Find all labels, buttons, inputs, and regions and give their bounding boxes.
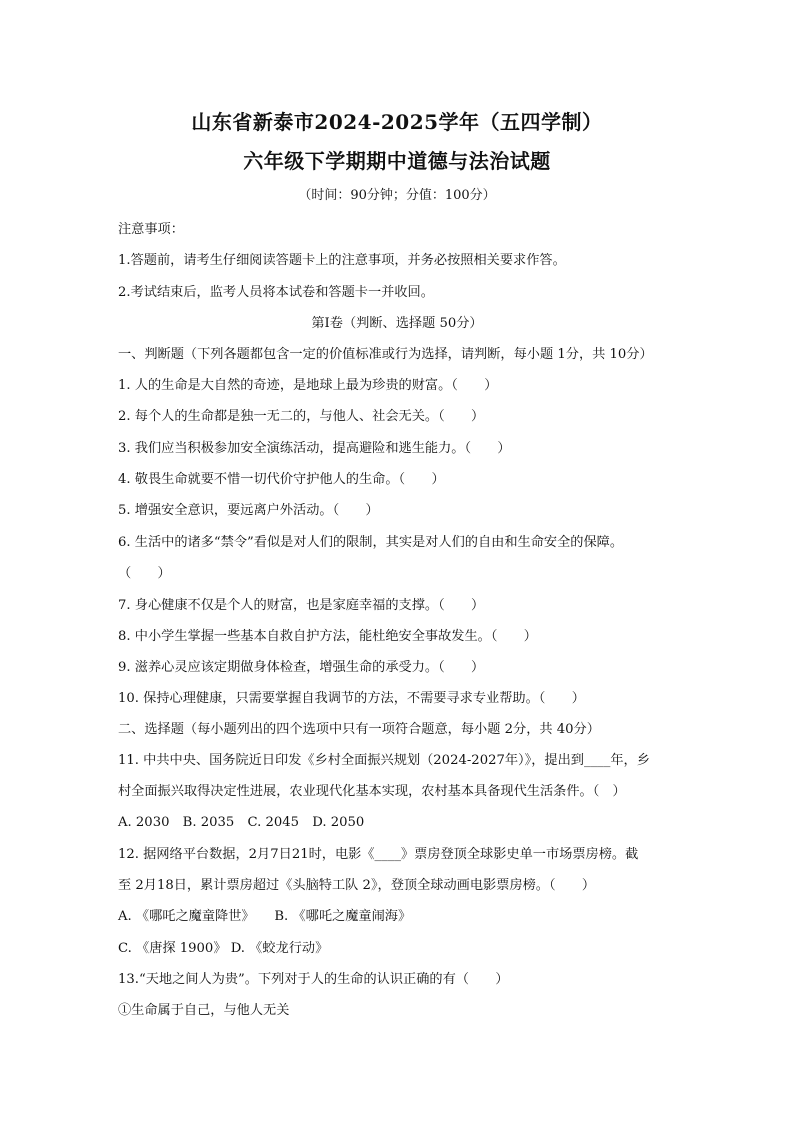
judgement-question: 7. 身心健康不仅是个人的财富，也是家庭幸福的支撑。（ ） [118,598,485,613]
choice-options: A. 2030 B. 2035 C. 2045 D. 2050 [118,815,365,830]
choice-question-line: 11. 中共中央、国务院近日印发《乡村全面振兴规划（2024-2027年）》，提出到____年，乡 [118,753,650,768]
judgement-question: 8. 中小学生掌握一些基本自救自护方法，能杜绝安全事故发生。（ ） [118,629,537,644]
exam-time-score: （时间：90分钟；分值：100分） [298,188,496,203]
choice-question-line: 13.“天地之间人为贵”。下列对于人的生命的认识正确的有（ ） [118,972,509,987]
section2-heading: 二、选择题（每小题列出的四个选项中只有一项符合题意，每小题 2分，共 40分） [118,722,600,737]
judgement-question: 3. 我们应当积极参加安全演练活动，提高避险和逃生能力。（ ） [118,441,511,456]
notes-heading: 注意事项： [118,222,184,237]
choice-question-line: 至 2月18日，累计票房超过《头脑特工队 2》，登顶全球动画电影票房榜。（ ） [118,878,596,893]
note-item: 2.考试结束后，监考人员将本试卷和答题卡一并收回。 [118,285,434,300]
choice-question-line: 12. 据网络平台数据，2月7日21时，电影《____》票房登顶全球影史单一市场票房榜。截 [118,847,639,862]
judgement-question: 9. 滋养心灵应该定期做身体检查，增强生命的承受力。（ ） [118,660,485,675]
judgement-question: 4. 敬畏生命就要不惜一切代价守护他人的生命。（ ） [118,472,445,487]
judgement-question-continued: （ ） [118,566,171,581]
judgement-question: 10. 保持心理健康，只需要掌握自我调节的方法，不需要寻求专业帮助。（ ） [118,691,585,706]
judgement-question: 5. 增强安全意识，要远离户外活动。（ ） [118,503,379,518]
exam-title-line1: 山东省新泰市2024-2025学年（五四学制） [191,110,603,134]
volume-heading: 第Ⅰ卷（判断、选择题 50分） [311,316,483,331]
choice-options: C. 《唐探 1900》 D. 《蛟龙行动》 [118,941,329,956]
exam-title-line2: 六年级下学期期中道德与法治试题 [243,149,551,173]
note-item: 1.答题前，请考生仔细阅读答题卡上的注意事项，并务必按照相关要求作答。 [118,253,566,268]
judgement-question: 6. 生活中的诸多“禁令”看似是对人们的限制，其实是对人们的自由和生命安全的保障。 [118,535,624,550]
judgement-question: 1. 人的生命是大自然的奇迹，是地球上最为珍贵的财富。（ ） [118,378,498,393]
judgement-question: 2. 每个人的生命都是独一无二的，与他人、社会无关。（ ） [118,409,485,424]
section1-heading: 一、判断题（下列各题都包含一定的价值标准或行为选择，请判断，每小题 1分，共 10分） [118,347,653,362]
choice-options: A. 《哪吒之魔童降世》 B. 《哪吒之魔童闹海》 [118,909,412,924]
choice-question-line: 村全面振兴取得决定性进展，农业现代化基本实现，农村基本具备现代生活条件。（ ） [118,784,626,799]
choice-statement: ①生命属于自己，与他人无关 [118,1003,290,1018]
